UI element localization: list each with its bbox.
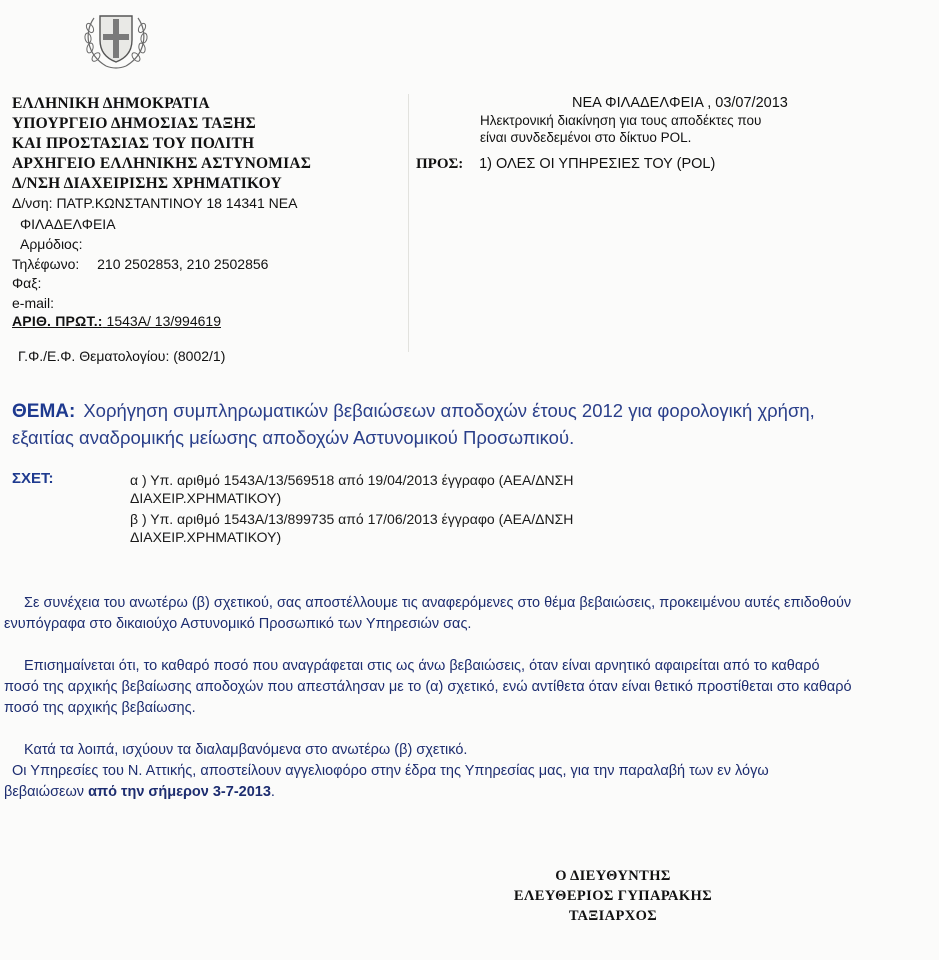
distribution-note-2: είναι συνδεδεμένοι στο δίκτυο POL. <box>480 130 692 145</box>
related-a-line-2: ΔΙΑΧΕΙΡ.ΧΡΗΜΑΤΙΚΟΥ) <box>130 490 282 506</box>
paragraph-1-line-1: Σε συνέχεια του ανωτέρω (β) σχετικού, σας αποστέλλουμε τις αναφερόμενες στο θέμα βεβαιώσεις, προκειμένου αυτές επιδοθούν <box>24 595 852 611</box>
date-block <box>480 94 900 146</box>
paragraph-1-line-2: ενυπόγραφα στο δικαιούχο Αστυνομικό Προσωπικό των Υπηρεσιών σας. <box>4 616 472 632</box>
recipients <box>416 156 715 173</box>
sender-line-3: ΚΑΙ ΠΡΟΣΤΑΣΙΑΣ ΤΟΥ ΠΟΛΙΤΗ <box>12 135 255 152</box>
paragraph-3: Κατά τα λοιπά, ισχύουν τα διαλαμβανόμενα στο ανωτέρω (β) σχετικό. <box>24 742 468 758</box>
paragraph-2-line-1: Επισημαίνεται ότι, το καθαρό ποσό που αναγράφεται στις ως άνω βεβαιώσεις, όταν είναι αρνητικό αφαιρείται από το καθαρό <box>24 658 820 674</box>
file-reference: Γ.Φ./Ε.Φ. Θεματολογίου: (8002/1) <box>18 348 226 364</box>
email-label: e-mail: <box>12 294 55 311</box>
signatory-rank: ΤΑΞΙΑΡΧΟΣ <box>568 908 658 924</box>
subject <box>12 398 912 450</box>
phone-label: Τηλέφωνο: <box>12 255 80 272</box>
place-date: ΝΕΑ ΦΙΛΑΔΕΛΦΕΙΑ , 03/07/2013 <box>572 95 788 111</box>
subject-line-1: Χορήγηση συμπληρωματικών βεβαιώσεων αποδοχών έτους 2012 για φορολογική χρήση, <box>83 400 815 421</box>
fax-label: Φαξ: <box>12 275 42 291</box>
divider <box>408 94 409 352</box>
contact-person: Αρμόδιος: <box>20 236 83 252</box>
paragraph-4-bold: από την σήμερον 3-7-2013 <box>88 784 271 800</box>
paragraph-4-line-2 <box>4 782 916 803</box>
subject-line-2: εξαιτίας αναδρομικής μείωσης αποδοχών Αστυνομικού Προσωπικού. <box>12 427 575 448</box>
paragraph-2-line-2: ποσό της αρχικής βεβαίωσης αποδοχών που απεστάλησαν με το (α) σχετικό, ενώ αντίθετα όταν είναι θετικό προστίθεται στο καθαρό <box>4 679 852 695</box>
distribution-note-1: Ηλεκτρονική διακίνηση για τους αποδέκτες που <box>480 113 762 128</box>
greek-coat-of-arms-icon <box>80 4 152 72</box>
paragraph-4-line-1: Οι Υπηρεσίες του Ν. Αττικής, αποστείλουν αγγελιοφόρο στην έδρα της Υπηρεσίας μας, για την παραλαβή των εν λόγω <box>12 763 769 779</box>
related-b-line-2: ΔΙΑΧΕΙΡ.ΧΡΗΜΑΤΙΚΟΥ) <box>130 529 282 545</box>
protocol-label: ΑΡΙΘ. ΠΡΩΤ.: <box>12 313 103 329</box>
paragraph-4-suffix: . <box>270 784 275 800</box>
recipients-label: ΠΡΟΣ: <box>416 156 464 172</box>
related-label: ΣΧΕΤ: <box>12 470 54 487</box>
phone-value: 210 2502853, 210 2502856 <box>97 255 269 272</box>
protocol-number <box>12 312 412 331</box>
sender-line-1: ΕΛΛΗΝΙΚΗ ΔΗΜΟΚΡΑΤΙΑ <box>12 95 210 112</box>
address-line-2: ΦΙΛΑΔΕΛΦΕΙΑ <box>20 215 116 232</box>
recipients-value: 1) ΟΛΕΣ ΟΙ ΥΠΗΡΕΣΙΕΣ ΤΟΥ (POL) <box>479 156 716 172</box>
related-a-line-1: α ) Υπ. αριθμό 1543Α/13/569518 από 19/04/2013 έγγραφο (ΑΕΑ/ΔΝΣΗ <box>130 472 574 488</box>
address-line-1: Δ/νση: ΠΑΤΡ.ΚΩΝΣΤΑΝΤΙΝΟΥ 18 14341 ΝΕΑ <box>12 195 298 211</box>
sender-line-5: Δ/ΝΣΗ ΔΙΑΧΕΙΡΙΣΗΣ ΧΡΗΜΑΤΙΚΟΥ <box>12 175 282 192</box>
subject-label: ΘΕΜΑ: <box>12 401 76 422</box>
protocol-value: 1543Α/ 13/994619 <box>106 313 221 329</box>
paragraph-4-prefix: βεβαιώσεων <box>4 784 89 800</box>
signatory-title: Ο ΔΙΕΥΘΥΝΤΗΣ <box>555 868 671 884</box>
sender-line-4: ΑΡΧΗΓΕΙΟ ΕΛΛΗΝΙΚΗΣ ΑΣΤΥΝΟΜΙΑΣ <box>12 155 312 172</box>
sender-block <box>12 94 412 331</box>
paragraph-2-line-3: ποσό της αρχικής βεβαίωσης. <box>4 700 196 716</box>
signatory-name: ΕΛΕΥΘΕΡΙΟΣ ΓΥΠΑΡΑΚΗΣ <box>513 888 713 904</box>
sender-line-2: ΥΠΟΥΡΓΕΙΟ ΔΗΜΟΣΙΑΣ ΤΑΞΗΣ <box>12 115 256 132</box>
related-b-line-1: β ) Υπ. αριθμό 1543Α/13/899735 από 17/06/2013 έγγραφο (ΑΕΑ/ΔΝΣΗ <box>130 511 574 527</box>
